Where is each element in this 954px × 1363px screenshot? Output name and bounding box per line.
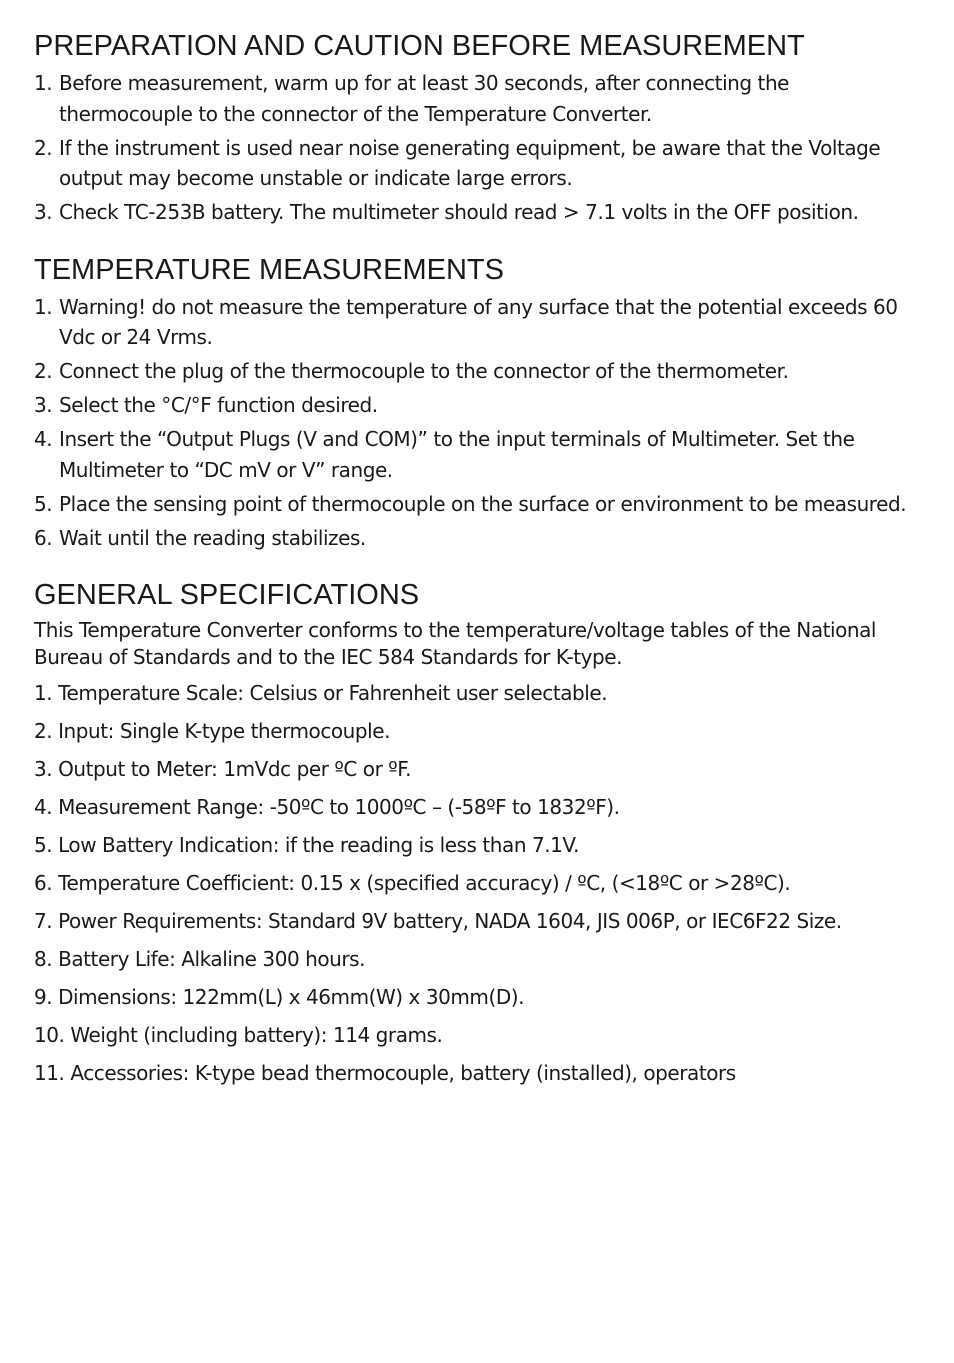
- item-text: Warning! do not measure the temperature of any surface that the potential exceeds 60 Vdc or 24 Vrms.: [59, 294, 898, 349]
- item-text: Select the °C/°F function desired.: [59, 393, 378, 417]
- item-text: Wait until the reading stabilizes.: [59, 525, 366, 550]
- list-item: [34, 133, 924, 194]
- list-item: 3. Output to Meter: 1mVdc per ºC or ºF.: [34, 757, 411, 781]
- list-item: 11. Accessories: K-type bead thermocouple, battery (installed), operators: [34, 1061, 736, 1085]
- item-text: Before measurement, warm up for at least 30 seconds, after connecting the thermocouple to the connector of the Temperature Converter.: [59, 71, 790, 126]
- list-item: 8. Battery Life: Alkaline 300 hours.: [34, 947, 366, 971]
- list-item: 9. Dimensions: 122mm(L) x 46mm(W) x 30mm(D).: [34, 985, 525, 1009]
- item-number: 5.: [34, 491, 53, 516]
- item-number: 3.: [34, 200, 53, 224]
- temperature-title: TEMPERATURE MEASUREMENTS: [34, 253, 504, 286]
- item-text: Insert the “Output Plugs (V and COM)” to the input terminals of Multimeter. Set the Multimeter to “DC mV or V” range.: [59, 427, 855, 482]
- list-item: 2. Input: Single K-type thermocouple.: [34, 719, 391, 743]
- list-item: [34, 356, 924, 387]
- list-item: 7. Power Requirements: Standard 9V battery, NADA 1604, JIS 006P, or IEC6F22 Size.: [34, 909, 842, 933]
- list-item: 6. Temperature Coefficient: 0.15 x (specified accuracy) / ºC, (<18ºC or >28ºC).: [34, 871, 791, 895]
- preparation-list: [34, 68, 924, 228]
- list-item: [34, 523, 924, 554]
- item-text: If the instrument is used near noise generating equipment, be aware that the Voltage output may become unstable or indicate large errors.: [59, 135, 881, 190]
- specifications-title: GENERAL SPECIFICATIONS: [34, 579, 420, 611]
- temperature-list: [34, 292, 924, 554]
- document-page: [34, 26, 924, 1096]
- list-item: 10. Weight (including battery): 114 grams.: [34, 1023, 443, 1047]
- item-text: Connect the plug of the thermocouple to the connector of the thermometer.: [59, 359, 789, 383]
- list-item: [34, 424, 924, 485]
- list-item: [34, 489, 924, 520]
- temperature-section: [34, 250, 924, 554]
- specifications-intro: This Temperature Converter conforms to the temperature/voltage tables of the National Bureau of Standards and to the IEC 584 Standards for K-type.: [34, 618, 877, 669]
- item-text: Place the sensing point of thermocouple on the surface or environment to be measured.: [59, 491, 907, 516]
- item-text: Check TC-253B battery. The multimeter should read > 7.1 volts in the OFF position.: [59, 200, 859, 224]
- list-item: 5. Low Battery Indication: if the reading is less than 7.1V.: [34, 833, 579, 857]
- list-item: [34, 390, 924, 421]
- specifications-list: [34, 678, 924, 1088]
- item-number: 4.: [34, 427, 53, 451]
- item-number: 6.: [34, 525, 53, 550]
- item-number: 2.: [34, 359, 53, 383]
- list-item: 4. Measurement Range: -50ºC to 1000ºC – (-58ºF to 1832ºF).: [34, 795, 620, 819]
- preparation-title: PREPARATION AND CAUTION BEFORE MEASUREMENT: [34, 30, 805, 62]
- list-item: [34, 68, 924, 129]
- item-number: 3.: [34, 393, 53, 417]
- item-number: 1.: [34, 71, 53, 95]
- item-number: 2.: [34, 135, 53, 160]
- specifications-section: [34, 575, 924, 1088]
- list-item: [34, 292, 924, 353]
- list-item: 1. Temperature Scale: Celsius or Fahrenheit user selectable.: [34, 681, 608, 705]
- item-number: 1.: [34, 294, 53, 319]
- list-item: [34, 197, 924, 228]
- preparation-section: [34, 26, 924, 228]
